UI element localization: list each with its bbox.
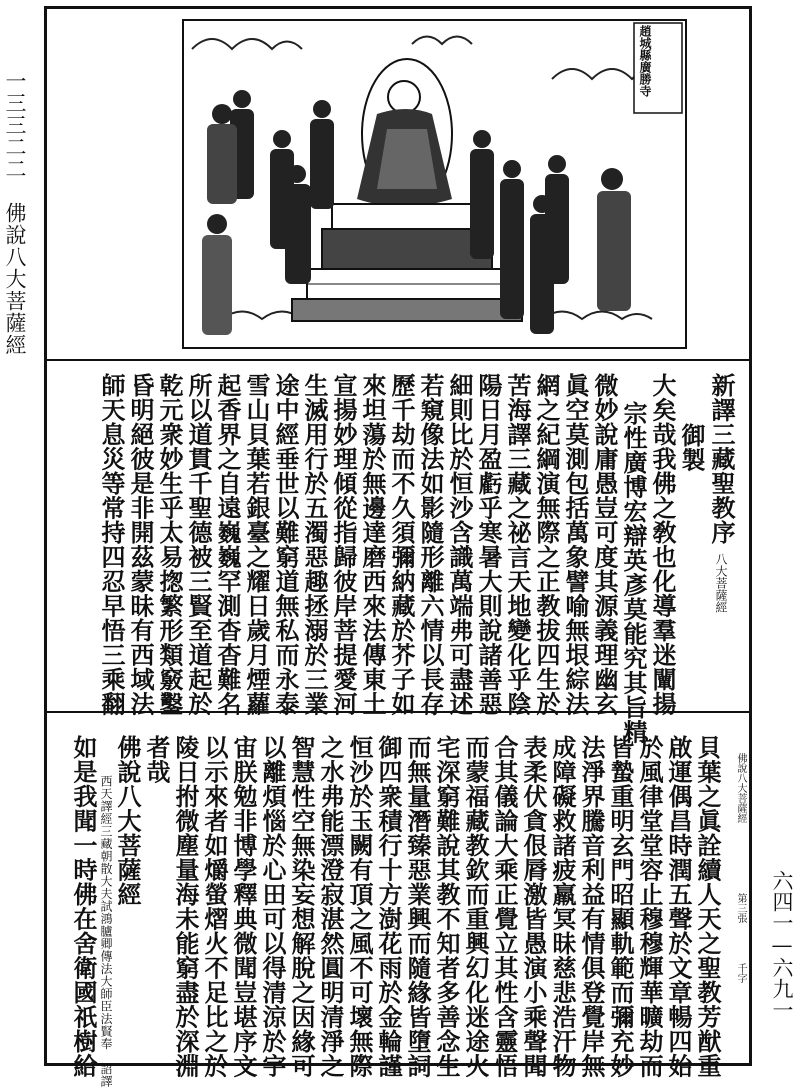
page-frame bbox=[44, 6, 752, 1088]
lower-column: 陵日拊微塵量海未能窮盡於深淵 bbox=[171, 735, 200, 1078]
lower-column: 合其儀論大乘正覺立其性含靈悟 bbox=[490, 735, 519, 1078]
preface-column: 宗性廣博宏辯英彥莫能究其旨精 bbox=[619, 401, 648, 744]
lower-column: 啟運偶昌時潤五聲於文章暢四始 bbox=[664, 735, 693, 1078]
preface-column: 雪山貝葉若銀臺之耀日歲月煙蘿 bbox=[242, 373, 271, 716]
preface-column: 微妙說庸愚豈可度其源義理幽玄 bbox=[590, 373, 619, 716]
preface-column: 陽日月盈虧乎寒暑大則說諸善惡 bbox=[474, 373, 503, 716]
preface-column: 網之紀綱演無際之正教拔四生於 bbox=[532, 373, 561, 716]
lower-column: 皆蟄重明玄門昭顯軌範而彌充妙 bbox=[606, 735, 635, 1078]
left-margin-label: 一三三二二 佛說八大菩薩經 bbox=[3, 70, 27, 356]
preface-column: 師天息災等常持四忍早悟三乘翻 bbox=[97, 373, 126, 716]
lower-text bbox=[70, 735, 721, 1088]
lower-column: 貝葉之眞詮續人天之聖教芳猷重 bbox=[693, 735, 722, 1078]
sutra-title: 佛說八大菩薩經 bbox=[113, 735, 142, 907]
preface-column: 歷千劫而不久須彌納藏於芥子如 bbox=[387, 373, 416, 716]
preface-column: 昏明絕彼是非開茲蒙昧有西域法 bbox=[126, 373, 155, 716]
lower-column: 表柔伏貪佷脣激皆愚演小乘聲聞 bbox=[519, 735, 548, 1078]
lower-column: 而蒙福藏教欽而重興幻化迷途火 bbox=[461, 735, 490, 1078]
lower-column: 宅深窮難說其教不知者多善念生 bbox=[432, 735, 461, 1078]
sutra-opening: 如是我聞一時佛在舍衛國祇樹給 bbox=[69, 735, 98, 1078]
preface-column: 所以道貫千聖德被三賢至道起於 bbox=[184, 373, 213, 716]
sutra-panel bbox=[47, 713, 749, 1088]
illustration-caption: 趙城縣廣勝寺 bbox=[638, 25, 652, 97]
translator-line: 西天譯經三藏朝散大夫試鴻臚卿傳法大師臣法賢奉 詔譯 bbox=[99, 775, 113, 1088]
lower-column: 以示來者如爝螢熠火不足比之於 bbox=[200, 735, 229, 1078]
lower-column: 而無量潛臻惡業興而隨緣皆墮詞 bbox=[403, 735, 432, 1078]
lower-column: 恒沙於玉闕有頂之風不可壞無際 bbox=[345, 735, 374, 1078]
preface-title: 新譯三藏聖教序八大菩薩經 bbox=[707, 373, 736, 613]
lower-column: 之水弗能漂澄寂湛然圓明清淨之 bbox=[316, 735, 345, 1078]
lower-column: 智慧性空無染妄想解脫之因緣可 bbox=[287, 735, 316, 1078]
lower-column: 於風律堂堂容止穆穆輝華曠劫而 bbox=[635, 735, 664, 1078]
lower-column: 者哉 bbox=[142, 735, 171, 784]
side-note-char-index: 千字 bbox=[735, 963, 746, 983]
preface-author: 御製 bbox=[677, 423, 706, 472]
illustration-panel bbox=[47, 9, 749, 361]
preface-text bbox=[98, 373, 735, 744]
preface-column: 大矣哉我佛之敎也化導羣迷闡揚 bbox=[648, 373, 677, 716]
buddha-assembly-woodcut-icon bbox=[182, 19, 687, 349]
lower-column: 御四衆積行十方澍花雨於金輪謹 bbox=[374, 735, 403, 1078]
preface-column: 來坦蕩於無邊達磨西來法傳東土 bbox=[358, 373, 387, 716]
side-note-sutra-name: 佛說八大菩薩經 bbox=[735, 753, 746, 823]
preface-column: 生滅用行於五濁惡趣拯溺於三業 bbox=[300, 373, 329, 716]
preface-column: 宣揚妙理傾從指歸彼岸菩提愛河 bbox=[329, 373, 358, 716]
preface-column: 起香界之自遠巍巍罕測杳杳難名 bbox=[213, 373, 242, 716]
lower-column: 成障礙救諸疲羸冥昧慈悲浩汗物 bbox=[548, 735, 577, 1078]
lower-column: 以離煩惱於心田可以得清涼於宇 bbox=[258, 735, 287, 1078]
preface-title-note: 八大菩薩經 bbox=[714, 552, 728, 613]
preface-column: 眞空莫測包括萬象譬喻無垠綜法 bbox=[561, 373, 590, 716]
preface-column: 途中經垂世以難窮道無私而永泰 bbox=[271, 373, 300, 716]
preface-column: 乾元衆妙生乎太易揔繁形類竅鑿 bbox=[155, 373, 184, 716]
preface-column: 若窺像法如影隨形離六情以長存 bbox=[416, 373, 445, 716]
lower-column: 宙朕勉非博學釋典微聞豈堪序文 bbox=[229, 735, 258, 1078]
side-note-page: 第三張 bbox=[735, 893, 746, 923]
right-margin-page-number: 六四一—六九一 bbox=[770, 870, 794, 1020]
lower-column: 法淨界騰音利益有情俱登覺岸無 bbox=[577, 735, 606, 1078]
preface-panel bbox=[47, 361, 749, 744]
preface-column: 細則比於恒沙含識萬端弗可盡述 bbox=[445, 373, 474, 716]
preface-column: 苦海譯三藏之祕言天地變化乎陰 bbox=[503, 373, 532, 716]
